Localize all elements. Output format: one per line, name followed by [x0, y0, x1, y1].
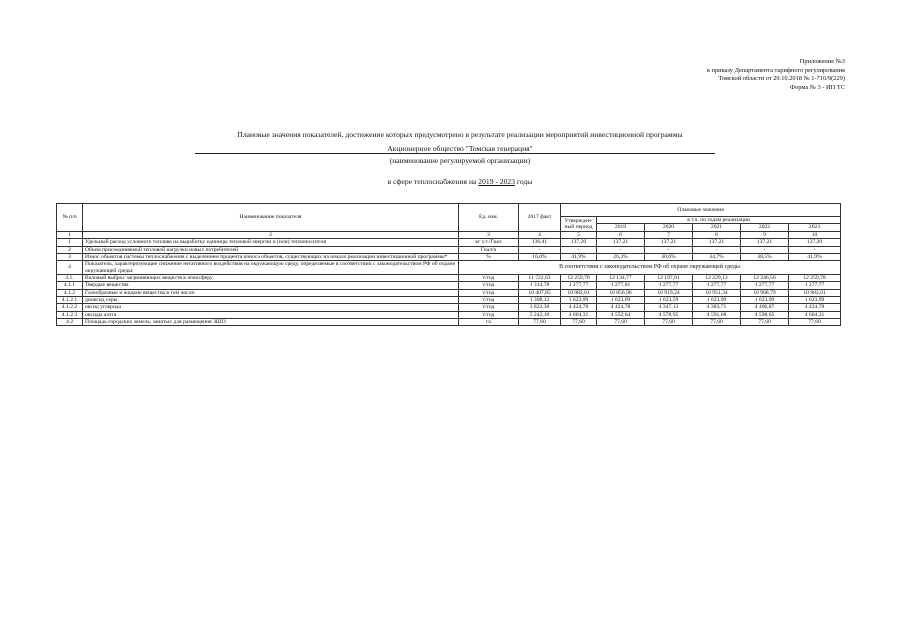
document-title: Плановые значения показателей, достижение которых предусмотрено в результате реализации мероприятий инвестиционной программы [237, 130, 683, 139]
unit-cell: т/год [459, 304, 519, 311]
fact-cell: 1 308,12 [519, 296, 561, 303]
indicator-name: Износ объектов системы теплоснабжения с выделением процента износа объектов, существующих на начало реализации инвестиционной программы* [83, 253, 459, 260]
fact-cell: 16,0% [519, 253, 561, 260]
indicator-name: Валовый выброс загрязняющих веществ в атмосферу [83, 274, 459, 281]
column-number: 5 [561, 231, 597, 238]
year-value-cell: 137,21 [645, 239, 693, 246]
row-number: 1 [57, 239, 83, 246]
year-value-cell: 77,60 [645, 319, 693, 326]
year-value-cell: 1 277,81 [597, 282, 645, 289]
year-value-cell: 12 259,78 [789, 274, 841, 281]
fact-cell: 1 314,78 [519, 282, 561, 289]
col-header-year: 2019 [597, 224, 645, 231]
fact-cell: 10 407,85 [519, 289, 561, 296]
indicator-name: Газообразные и жидкие вещества в том числе: [83, 289, 459, 296]
col-header-approved: Утвержден-ный период [561, 217, 597, 232]
col-header-num: № п/п [57, 204, 83, 232]
unit-cell: кг у.т./Гкал [459, 239, 519, 246]
column-number: 4 [519, 231, 561, 238]
unit-cell: т/год [459, 311, 519, 318]
year-value-cell: 137,21 [693, 239, 741, 246]
unit-cell: га [459, 319, 519, 326]
unit-cell: % [459, 253, 519, 260]
fact-cell: 77,60 [519, 319, 561, 326]
year-value-cell: - [693, 246, 741, 253]
year-value-cell: 1 623,59 [645, 296, 693, 303]
row-number: 4.1.2 [57, 289, 83, 296]
table-row [57, 289, 841, 296]
year-value-cell: 4 578,95 [645, 311, 693, 318]
table-row [57, 261, 841, 274]
approved-cell: 1 277,77 [561, 282, 597, 289]
year-value-cell: 137,21 [597, 239, 645, 246]
table-row [57, 274, 841, 281]
indicator-name: Удельный расход условного топлива на выработку единицы тепловой энергии и (или) теплоносителя [83, 239, 459, 246]
year-value-cell: 4 424,78 [789, 304, 841, 311]
year-value-cell: 4 591,68 [693, 311, 741, 318]
row-number: 4.1.1 [57, 282, 83, 289]
approved-cell: - [561, 246, 597, 253]
table-row [57, 246, 841, 253]
year-value-cell: 10 919,24 [645, 289, 693, 296]
organization-underline [195, 153, 715, 154]
year-value-cell: 1 623,99 [693, 296, 741, 303]
row-number: 4.2 [57, 319, 83, 326]
approved-cell: 1 623,99 [561, 296, 597, 303]
document-header [707, 58, 845, 92]
year-value-cell: 10 856,96 [597, 289, 645, 296]
year-value-cell: 77,60 [789, 319, 841, 326]
year-value-cell: 137,20 [789, 239, 841, 246]
row-number: 3 [57, 253, 83, 260]
col-header-planned: Плановые значения [561, 204, 841, 217]
year-value-cell: 12 229,13 [693, 274, 741, 281]
year-value-cell: 10 968,79 [741, 289, 789, 296]
sphere-suffix: годы [516, 177, 533, 186]
indicator-name: Площадь городских земель, занятых для размещения ЗШО [83, 319, 459, 326]
unit-cell: т/год [459, 289, 519, 296]
fact-cell: 5 242,10 [519, 311, 561, 318]
unit-cell: Гкал/ч [459, 246, 519, 253]
year-value-cell: - [789, 246, 841, 253]
col-header-fact: 2017 факт [519, 204, 561, 232]
sphere-line [80, 177, 840, 186]
year-value-cell: 12 197,01 [645, 274, 693, 281]
indicators-table [56, 203, 841, 326]
year-value-cell: 77,60 [693, 319, 741, 326]
row-number: 4 [57, 261, 83, 274]
approved-cell: 77,60 [561, 319, 597, 326]
table-row [57, 319, 841, 326]
year-value-cell: 1 277,77 [789, 282, 841, 289]
approved-cell: 4 604,31 [561, 311, 597, 318]
column-number: 7 [645, 231, 693, 238]
approved-cell: 10 982,01 [561, 289, 597, 296]
year-value-cell: 77,60 [741, 319, 789, 326]
indicator-name: Объем присоединяемой тепловой нагрузки новых потребителей [83, 246, 459, 253]
indicator-name: оксид углерода [83, 304, 459, 311]
approved-cell: 41,9% [561, 253, 597, 260]
column-number: 3 [459, 231, 519, 238]
col-header-year: 2023 [789, 224, 841, 231]
fact-cell: 3 822,30 [519, 304, 561, 311]
indicator-name: оксиды азота [83, 311, 459, 318]
row-number: 4.1.2.3 [57, 311, 83, 318]
order-reference: к приказу Департамента тарифного регулирования [706, 66, 845, 74]
fact-cell: - [519, 246, 561, 253]
form-number: Форма № 3 - ИП ТС [790, 83, 845, 91]
year-value-cell: 30,6% [645, 253, 693, 260]
col-header-name: Наименование показателя [83, 204, 459, 232]
year-value-cell: 4 552,64 [597, 311, 645, 318]
row-number: 2 [57, 246, 83, 253]
table-row [57, 311, 841, 318]
column-number: 9 [741, 231, 789, 238]
year-value-cell: 41,9% [789, 253, 841, 260]
year-value-cell: 4 424,78 [597, 304, 645, 311]
column-number: 1 [57, 231, 83, 238]
year-value-cell: 77,60 [597, 319, 645, 326]
col-header-by-years: в т.ч. по годам реализации [597, 217, 841, 224]
year-value-cell: 1 623,69 [597, 296, 645, 303]
table-row [57, 282, 841, 289]
year-value-cell: 4 598,65 [741, 311, 789, 318]
col-header-year: 2021 [693, 224, 741, 231]
year-value-cell: 1 623,99 [789, 296, 841, 303]
column-number: 6 [597, 231, 645, 238]
unit-cell: т/год [459, 296, 519, 303]
organization-name: Акционерное общество "Томская генерация" [387, 144, 533, 153]
table-row [57, 253, 841, 260]
appendix-label: Приложение №3 [799, 58, 845, 65]
indicator-name: диоксид серы [83, 296, 459, 303]
year-value-cell: 1 277,77 [741, 282, 789, 289]
year-value-cell: 12 134,77 [597, 274, 645, 281]
year-value-cell: 10 982,01 [789, 289, 841, 296]
year-value-cell: - [741, 246, 789, 253]
column-number: 2 [83, 231, 459, 238]
column-number: 8 [693, 231, 741, 238]
sphere-prefix: в сфере теплоснабжения на [387, 177, 477, 186]
row-number: 4.1.2.2 [57, 304, 83, 311]
year-value-cell: 1 623,99 [741, 296, 789, 303]
year-value-cell: 137,21 [741, 239, 789, 246]
sphere-years: 2019 - 2023 [478, 177, 515, 186]
approved-cell: 12 259,78 [561, 274, 597, 281]
indicator-name: Показатель, характеризующие снижение негативного воздействия на окружающую среду, определяемые в соответствии с законодательством РФ об охране окружающей среды: [83, 261, 459, 274]
approved-cell: 4 424,78 [561, 304, 597, 311]
column-number: 10 [789, 231, 841, 238]
year-value-cell: 1 277,77 [645, 282, 693, 289]
year-value-cell: 10 951,34 [693, 289, 741, 296]
unit-cell: т/год [459, 282, 519, 289]
organization-caption: (наименование регулируемой организации) [389, 156, 531, 165]
year-value-cell: 38,5% [741, 253, 789, 260]
year-value-cell: 26,3% [597, 253, 645, 260]
order-date: Томской области от 29.10.2018 № 1-716/9(229) [718, 75, 845, 83]
col-header-year: 2022 [741, 224, 789, 231]
year-value-cell: 4 604,31 [789, 311, 841, 318]
column-number-row [57, 231, 841, 238]
year-value-cell: 12 246,56 [741, 274, 789, 281]
year-value-cell: - [597, 246, 645, 253]
year-value-cell: 34,7% [693, 253, 741, 260]
table-row [57, 239, 841, 246]
merged-note-cell: В соответствии с законодательством РФ об охране окружающей среды [459, 261, 841, 274]
row-number: 4.1. [57, 274, 83, 281]
unit-cell: т/год [459, 274, 519, 281]
row-number: 4.1.2.1 [57, 296, 83, 303]
fact-cell: 136,41 [519, 239, 561, 246]
year-value-cell: - [645, 246, 693, 253]
year-value-cell: 4 406,87 [741, 304, 789, 311]
year-value-cell: 1 277,77 [693, 282, 741, 289]
year-value-cell: 4 383,71 [693, 304, 741, 311]
table-row [57, 296, 841, 303]
col-header-unit: Ед. изм. [459, 204, 519, 232]
indicator-name: Твердые вещества [83, 282, 459, 289]
col-header-year: 2020 [645, 224, 693, 231]
year-value-cell: 4 347,13 [645, 304, 693, 311]
table-row [57, 304, 841, 311]
fact-cell: 11 722,63 [519, 274, 561, 281]
approved-cell: 137,20 [561, 239, 597, 246]
